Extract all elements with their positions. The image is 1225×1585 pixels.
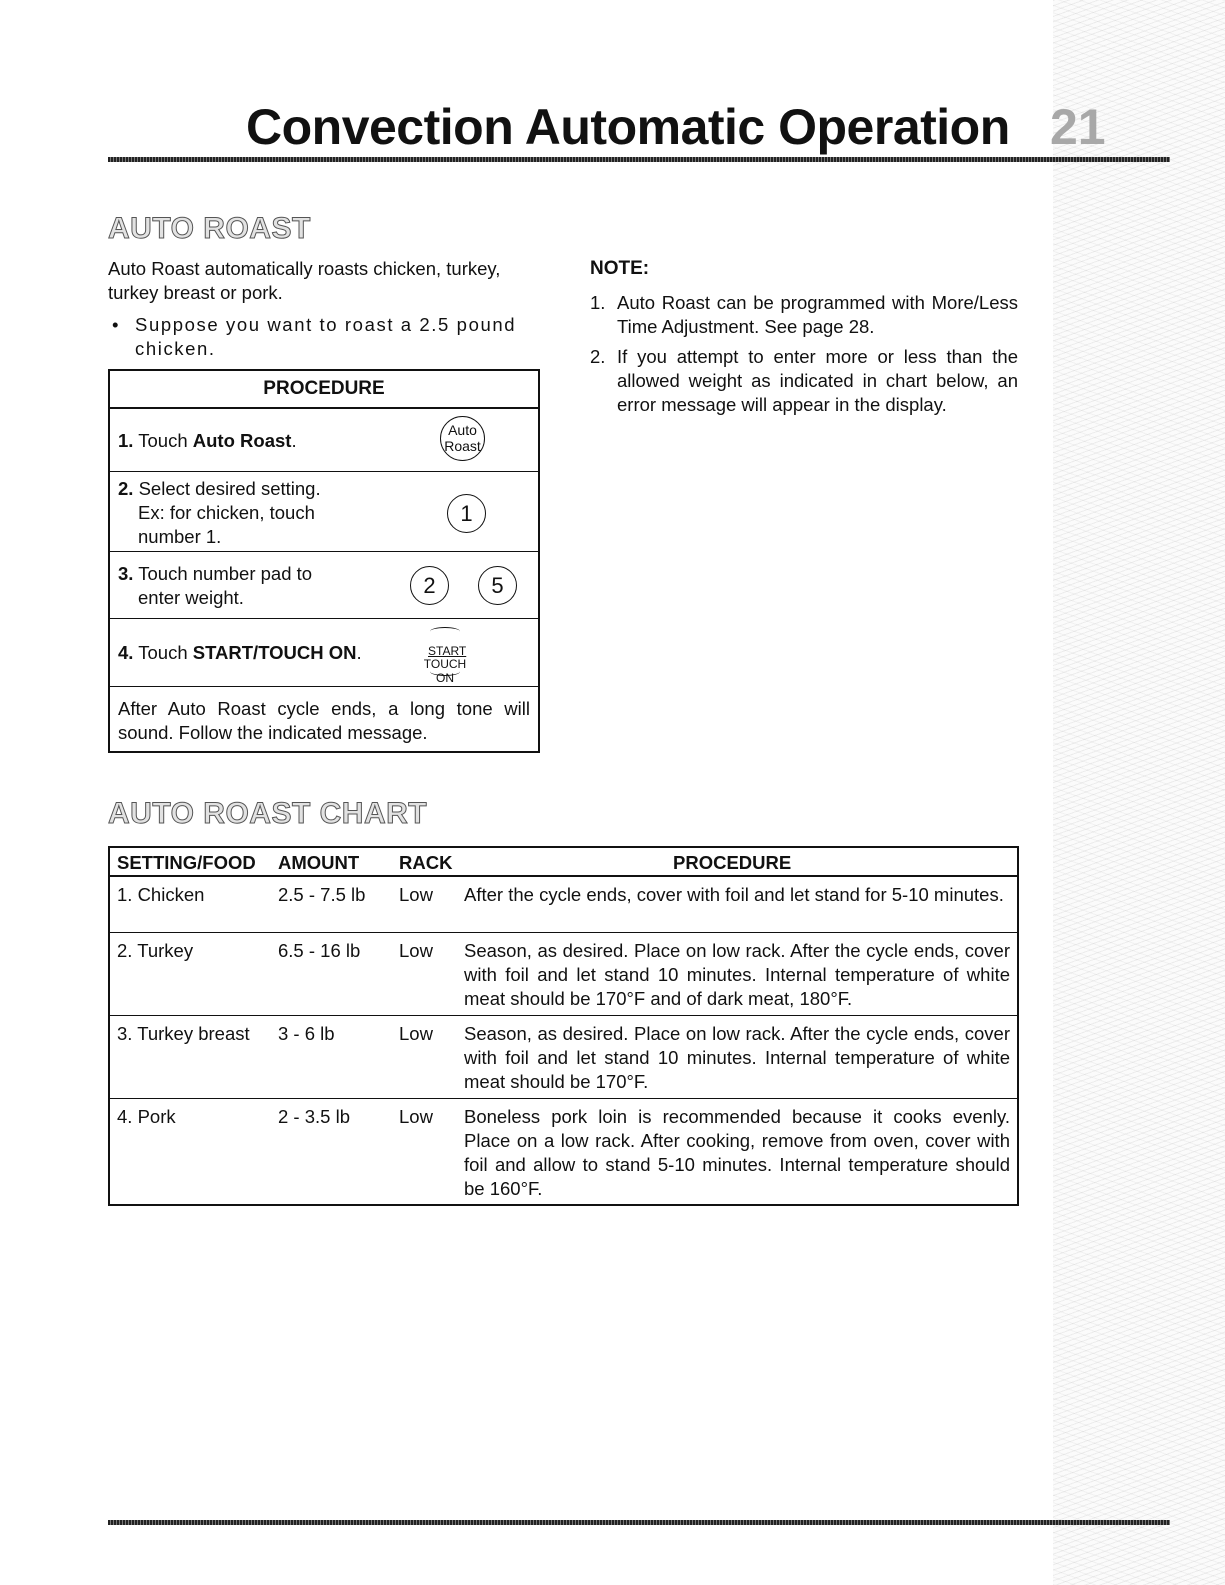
procedure-step (110, 409, 538, 472)
note-item: 2. If you attempt to enter more or less than the allowed weight as indicated in chart below, an error message will appear in the display. (590, 346, 1018, 415)
column-header-setting: SETTING/FOOD (117, 852, 256, 873)
step-number: 2. (118, 478, 134, 499)
step-keyword: Auto Roast (192, 430, 292, 451)
number-5-key-icon: 5 (478, 566, 517, 605)
page-number: 21 (1050, 99, 1106, 155)
note-block (590, 257, 1018, 423)
number-1-key-icon: 1 (447, 494, 486, 533)
auto-roast-chart-heading: AUTO ROAST CHART (108, 797, 428, 830)
auto-roast-chart-table (108, 846, 1019, 1206)
procedure-step (110, 552, 538, 619)
header-rule (108, 157, 1170, 162)
procedure-step (110, 472, 538, 552)
note-item: 1. Auto Roast can be programmed with More/Less Time Adjustment. See page 28. (590, 292, 1018, 337)
procedure-after-note: After Auto Roast cycle ends, a long tone will sound. Follow the indicated message. (118, 698, 530, 743)
step-number: 4. (118, 642, 134, 663)
page-edge-texture (1053, 0, 1225, 1585)
bullet-icon: • (112, 314, 121, 335)
step-text: 3. Touch number pad to enter weight. (118, 563, 313, 608)
note-title: NOTE: (590, 258, 650, 279)
column-header-amount: AMOUNT (278, 852, 360, 873)
step-keyword: START/TOUCH ON (192, 642, 357, 663)
procedure-step (110, 619, 538, 687)
intro-text: Auto Roast automatically roasts chicken, turkey, turkey breast or pork. (108, 258, 501, 303)
step-text: 1. Touch Auto Roast. (118, 430, 297, 451)
auto-roast-intro (108, 257, 548, 361)
column-header-procedure: PROCEDURE (673, 852, 792, 873)
column-header-rack: RACK (399, 852, 453, 873)
table-row: 3. Turkey breast 3 - 6 lb Low Season, as desired. Place on low rack. After the cycle ends, cover with foil and let stand 10 minutes. Internal temperature of white meat should be 170°F. (110, 1016, 1017, 1099)
step-text: 4. Touch START/TOUCH ON. (118, 642, 362, 663)
procedure-box (108, 369, 540, 753)
step-text: 2. Select desired setting. Ex: for chicken, touch number 1. (118, 478, 321, 547)
number-2-key-icon: 2 (410, 566, 449, 605)
example-bullet (108, 313, 548, 361)
table-row: 1. Chicken 2.5 - 7.5 lb Low After the cycle ends, cover with foil and let stand for 5-10 minutes. (110, 877, 1017, 933)
table-row: 2. Turkey 6.5 - 16 lb Low Season, as desired. Place on low rack. After the cycle ends, cover with foil and let stand 10 minutes. Internal temperature of white meat should be 170°F and of dark meat, 180°F. (110, 933, 1017, 1016)
auto-roast-key-icon: Auto Roast (440, 416, 485, 461)
procedure-heading: PROCEDURE (110, 371, 538, 409)
page-title: Convection Automatic Operation (246, 99, 1010, 155)
bullet-text: Suppose you want to roast a 2.5 pound chicken. (135, 314, 517, 359)
footer-rule (108, 1520, 1170, 1525)
step-number: 3. (118, 563, 134, 584)
auto-roast-heading: AUTO ROAST (108, 212, 311, 245)
step-number: 1. (118, 430, 134, 451)
start-touch-on-key-icon: START TOUCH ON (400, 627, 490, 677)
table-header-row (110, 848, 1017, 877)
table-row: 4. Pork 2 - 3.5 lb Low Boneless pork loin is recommended because it cooks evenly. Place on a low rack. After cooking, remove from oven, cover with foil and allow to stand 5-10 minutes. Internal temperature should be 160°F. (117, 1106, 1010, 1199)
